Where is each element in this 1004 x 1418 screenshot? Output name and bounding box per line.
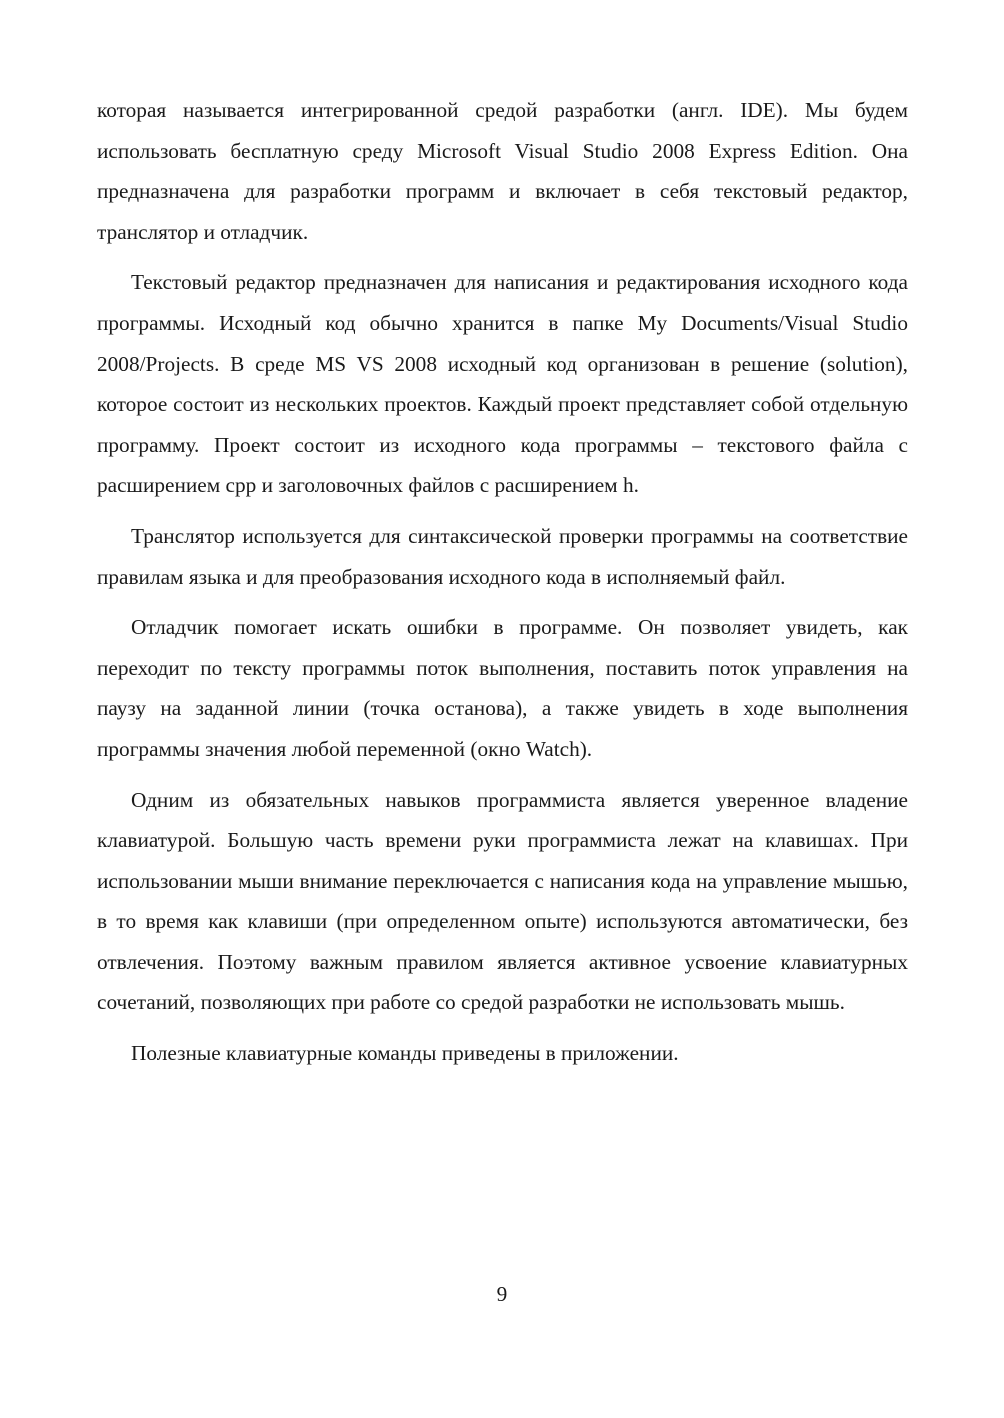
paragraph-ide-intro: которая называется интегрированной средой разработки (англ. IDE). Мы будем использовать бесплатную среду Microsoft Visual Studio 2008 Express Edition. Она предназначена для разработки программ и включает в себя текстовый редактор, транслятор и отладчик. bbox=[97, 98, 908, 244]
paragraph-keyboard-commands: Полезные клавиатурные команды приведены в приложении. bbox=[131, 1041, 679, 1066]
page-number: 9 bbox=[496, 1282, 508, 1306]
paragraph-text-editor: Текстовый редактор предназначен для написания и редактирования исходного кода программы. Исходный код обычно хранится в папке My Documents/Visual Studio 2008/Projects. В среде MS VS 2008 исходный код организован в решение (solution), которое состоит из нескольких проектов. Каждый проект представляет собой отдельную программу. Проект состоит из исходного кода программы – текстового файла с расширением cpp и заголовочных файлов с расширением h. bbox=[97, 270, 908, 498]
paragraph-keyboard-skills: Одним из обязательных навыков программиста является уверенное владение клавиатурой. Большую часть времени руки программиста лежат на клавишах. При использовании мыши внимание переключается с написания кода на управление мышью, в то время как клавиши (при определенном опыте) используются автоматически, без отвлечения. Поэтому важным правилом является активное усвоение клавиатурных сочетаний, позволяющих при работе со средой разработки не использовать мышь. bbox=[97, 787, 908, 1015]
document-body bbox=[97, 90, 908, 1084]
paragraph-translator: Транслятор используется для синтаксической проверки программы на соответствие правилам языка и для преобразования исходного кода в исполняемый файл. bbox=[97, 523, 908, 589]
paragraph-debugger: Отладчик помогает искать ошибки в программе. Он позволяет увидеть, как переходит по тексту программы поток выполнения, поставить поток управления на паузу на заданной линии (точка останова), а также увидеть в ходе выполнения программы значения любой переменной (окно Watch). bbox=[97, 615, 908, 761]
